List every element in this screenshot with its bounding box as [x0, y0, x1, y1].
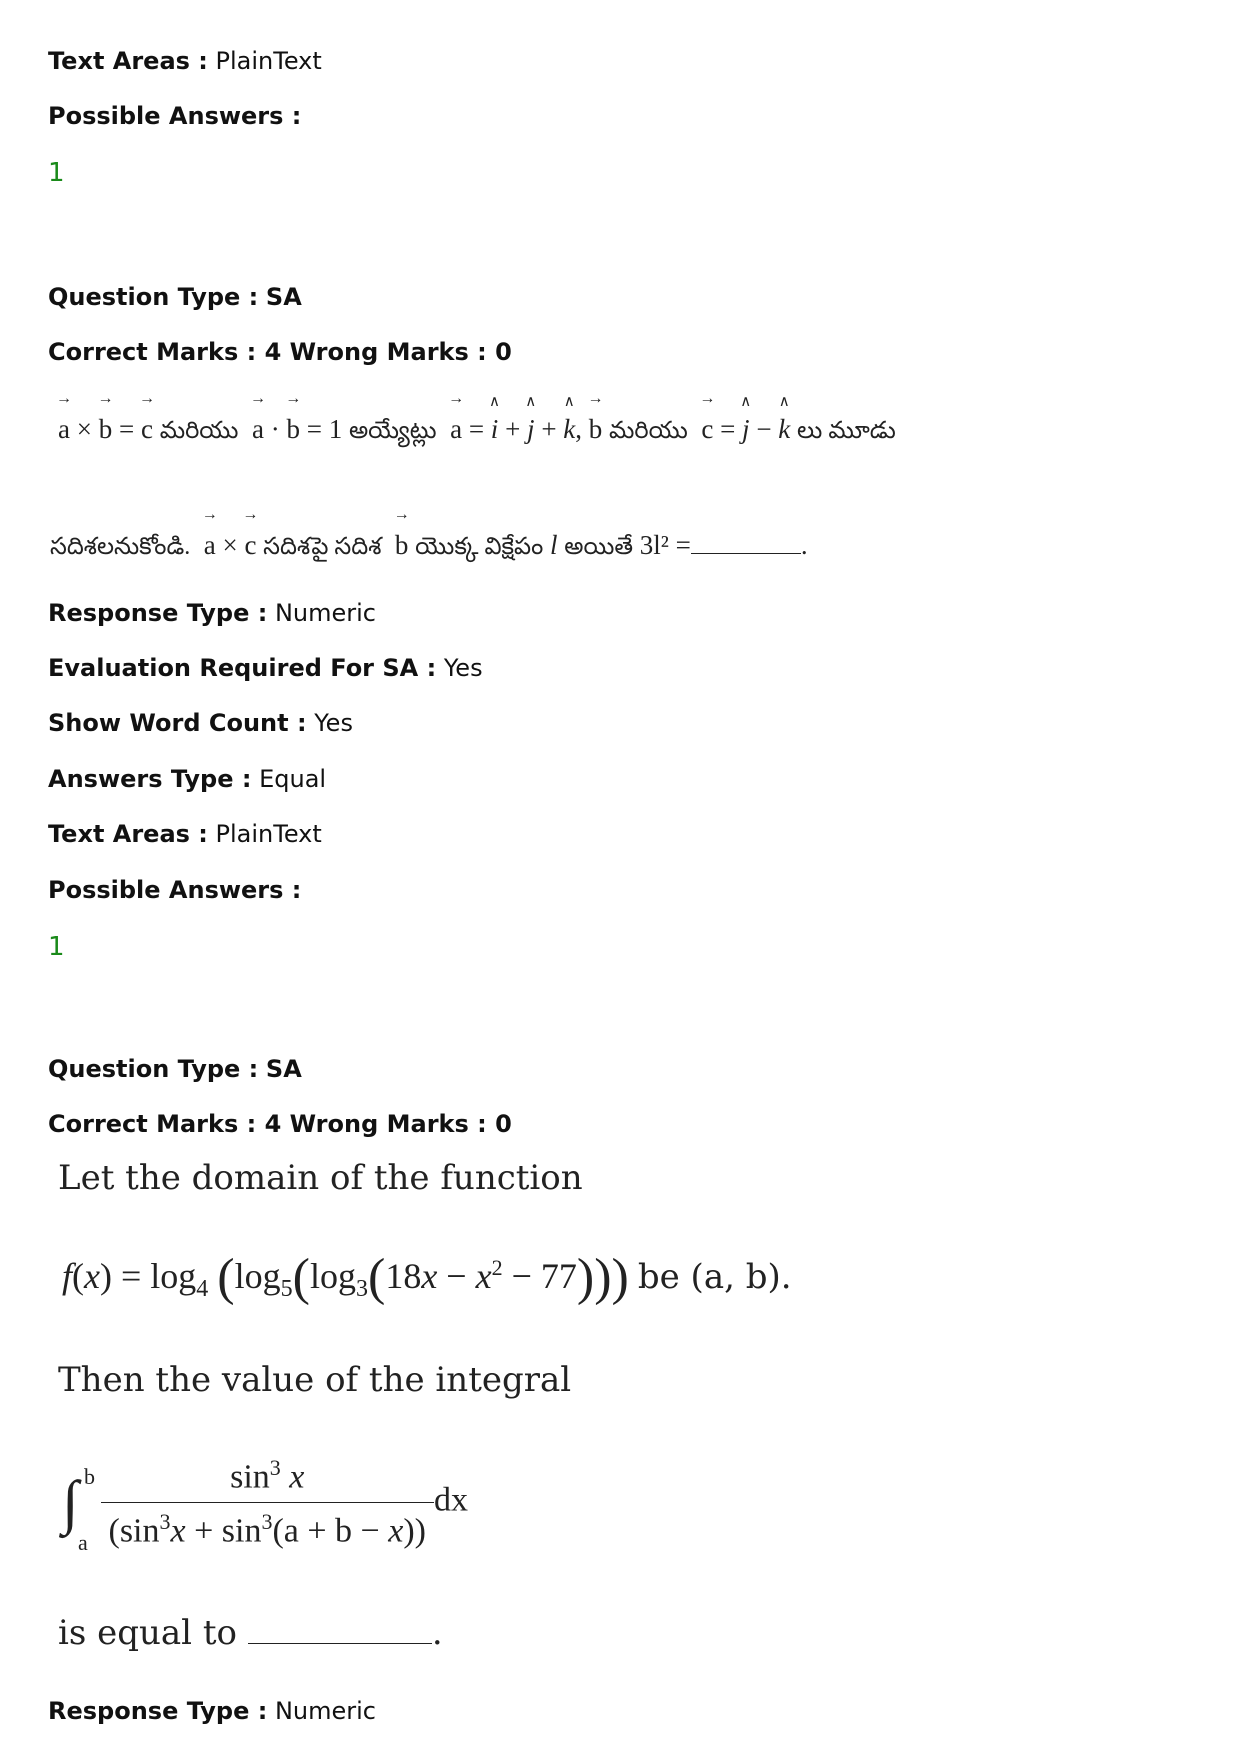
vector-a-dot: → a — [249, 390, 266, 444]
vector-b-proj: → b — [393, 506, 410, 560]
vector-a: → a — [55, 390, 72, 444]
question-type-label: Question Type : — [48, 283, 259, 311]
possible-answers-label-2: Possible Answers : — [48, 876, 302, 904]
word-count-label: Show Word Count : — [48, 709, 307, 737]
possible-answers-field-2 — [48, 875, 301, 905]
marks-text: Correct Marks : 4 Wrong Marks : 0 — [48, 338, 512, 366]
answer-blank — [691, 553, 801, 554]
question2-line2: సదిశలనుకోండి. → a × → c సదిశపై సదిశ → b యొక్క విక్షేపం l అయితే 3l² = . — [50, 506, 808, 560]
telugu-three: లు మూడు — [797, 418, 896, 444]
unit-j: ∧ j — [525, 394, 537, 444]
answers-type-value: Equal — [259, 765, 327, 793]
question-type-value-3: SA — [265, 1055, 302, 1083]
response-type-field — [48, 598, 376, 628]
possible-answer-value-2: 1 — [48, 932, 65, 962]
unit-k2: ∧ k — [778, 394, 791, 444]
expr-3l2: 3l² = — [639, 530, 691, 560]
telugu-then: అయ్యేట్లు — [348, 418, 437, 444]
text-areas-value-2: PlainText — [215, 820, 322, 848]
answers-type-label: Answers Type : — [48, 765, 252, 793]
integral-sign: ∫ b a — [62, 1464, 95, 1556]
marks-field-3 — [48, 1109, 512, 1139]
integrand: $\frac{\sin^3 x}{(\sin^3x + \sin^3(a + b - x))}$ — [101, 1455, 434, 1551]
telugu-vectors: సదిశలనుకోండి. — [50, 534, 191, 560]
vector-c: → c — [138, 390, 155, 444]
word-count-field — [48, 708, 353, 738]
projection-l: l — [550, 530, 558, 560]
response-type-label-3: Response Type : — [48, 1697, 268, 1725]
possible-answer-value: 1 — [48, 158, 65, 188]
vector-c-cross: → c — [242, 506, 259, 560]
response-type-value-3: Numeric — [274, 1697, 376, 1725]
telugu-and2: మరియు — [609, 418, 688, 444]
question3-line1: Let the domain of the function — [58, 1158, 583, 1198]
question-type-field-3 — [48, 1054, 302, 1084]
answer-blank-3 — [248, 1643, 432, 1644]
is-equal-text: is equal to — [58, 1613, 237, 1653]
vector-b-dot: → b — [285, 390, 302, 444]
marks-text-3: Correct Marks : 4 Wrong Marks : 0 — [48, 1110, 512, 1138]
telugu-and: మరియు — [159, 418, 239, 444]
possible-answers-field — [48, 101, 301, 131]
text-areas-value: PlainText — [215, 47, 322, 75]
question3-line3: Then the value of the integral — [58, 1360, 572, 1400]
response-type-value: Numeric — [274, 599, 376, 627]
question2-line1: → a × → b = → c మరియు → a · → b = 1 అయ్యేట్లు → a = ∧ i + ∧ j + ∧ k, → b మరియు → c = ∧ j − ∧ k లు మూడు — [55, 390, 896, 444]
unit-k: ∧ k — [563, 394, 576, 444]
word-count-value: Yes — [314, 709, 353, 737]
vector-b-def: → b — [587, 390, 604, 444]
question-type-value: SA — [265, 283, 302, 311]
be-ab: be (a, b). — [637, 1257, 792, 1297]
telugu-on-vector: సదిశపై సదిశ — [263, 534, 382, 560]
evaluation-field — [48, 653, 483, 683]
unit-j2: ∧ j — [740, 394, 752, 444]
unit-i: ∧ i — [489, 394, 501, 444]
text-areas-field — [48, 46, 322, 76]
text-areas-field-2 — [48, 819, 322, 849]
question3-is-equal: is equal to . — [58, 1613, 443, 1653]
evaluation-label: Evaluation Required For SA : — [48, 654, 437, 682]
function-definition: $f(x) = \log_4 (\log_5(\log_3(18x - x^2 - 77)))$ be (a, b). — [62, 1249, 792, 1306]
answers-type-field — [48, 764, 326, 794]
response-type-field-3 — [48, 1696, 376, 1726]
vector-b: → b — [97, 390, 114, 444]
question-type-label-3: Question Type : — [48, 1055, 259, 1083]
text-areas-label-2: Text Areas : — [48, 820, 208, 848]
vector-a-def: → a — [448, 390, 465, 444]
question-type-field — [48, 282, 302, 312]
integral-expression: ∫ b a $\frac{\sin^3 x}{(\sin^3x + \sin^3(a + b - x))}$ dx — [62, 1455, 468, 1556]
response-type-label: Response Type : — [48, 599, 268, 627]
marks-field — [48, 337, 512, 367]
evaluation-value: Yes — [443, 654, 483, 682]
possible-answers-label: Possible Answers : — [48, 102, 302, 130]
telugu-if: అయితే — [564, 534, 634, 560]
vector-a-cross: → a — [201, 506, 218, 560]
text-areas-label: Text Areas : — [48, 47, 208, 75]
vector-c-def: → c — [699, 390, 716, 444]
telugu-projection: యొక్క విక్షేపం — [415, 534, 544, 560]
